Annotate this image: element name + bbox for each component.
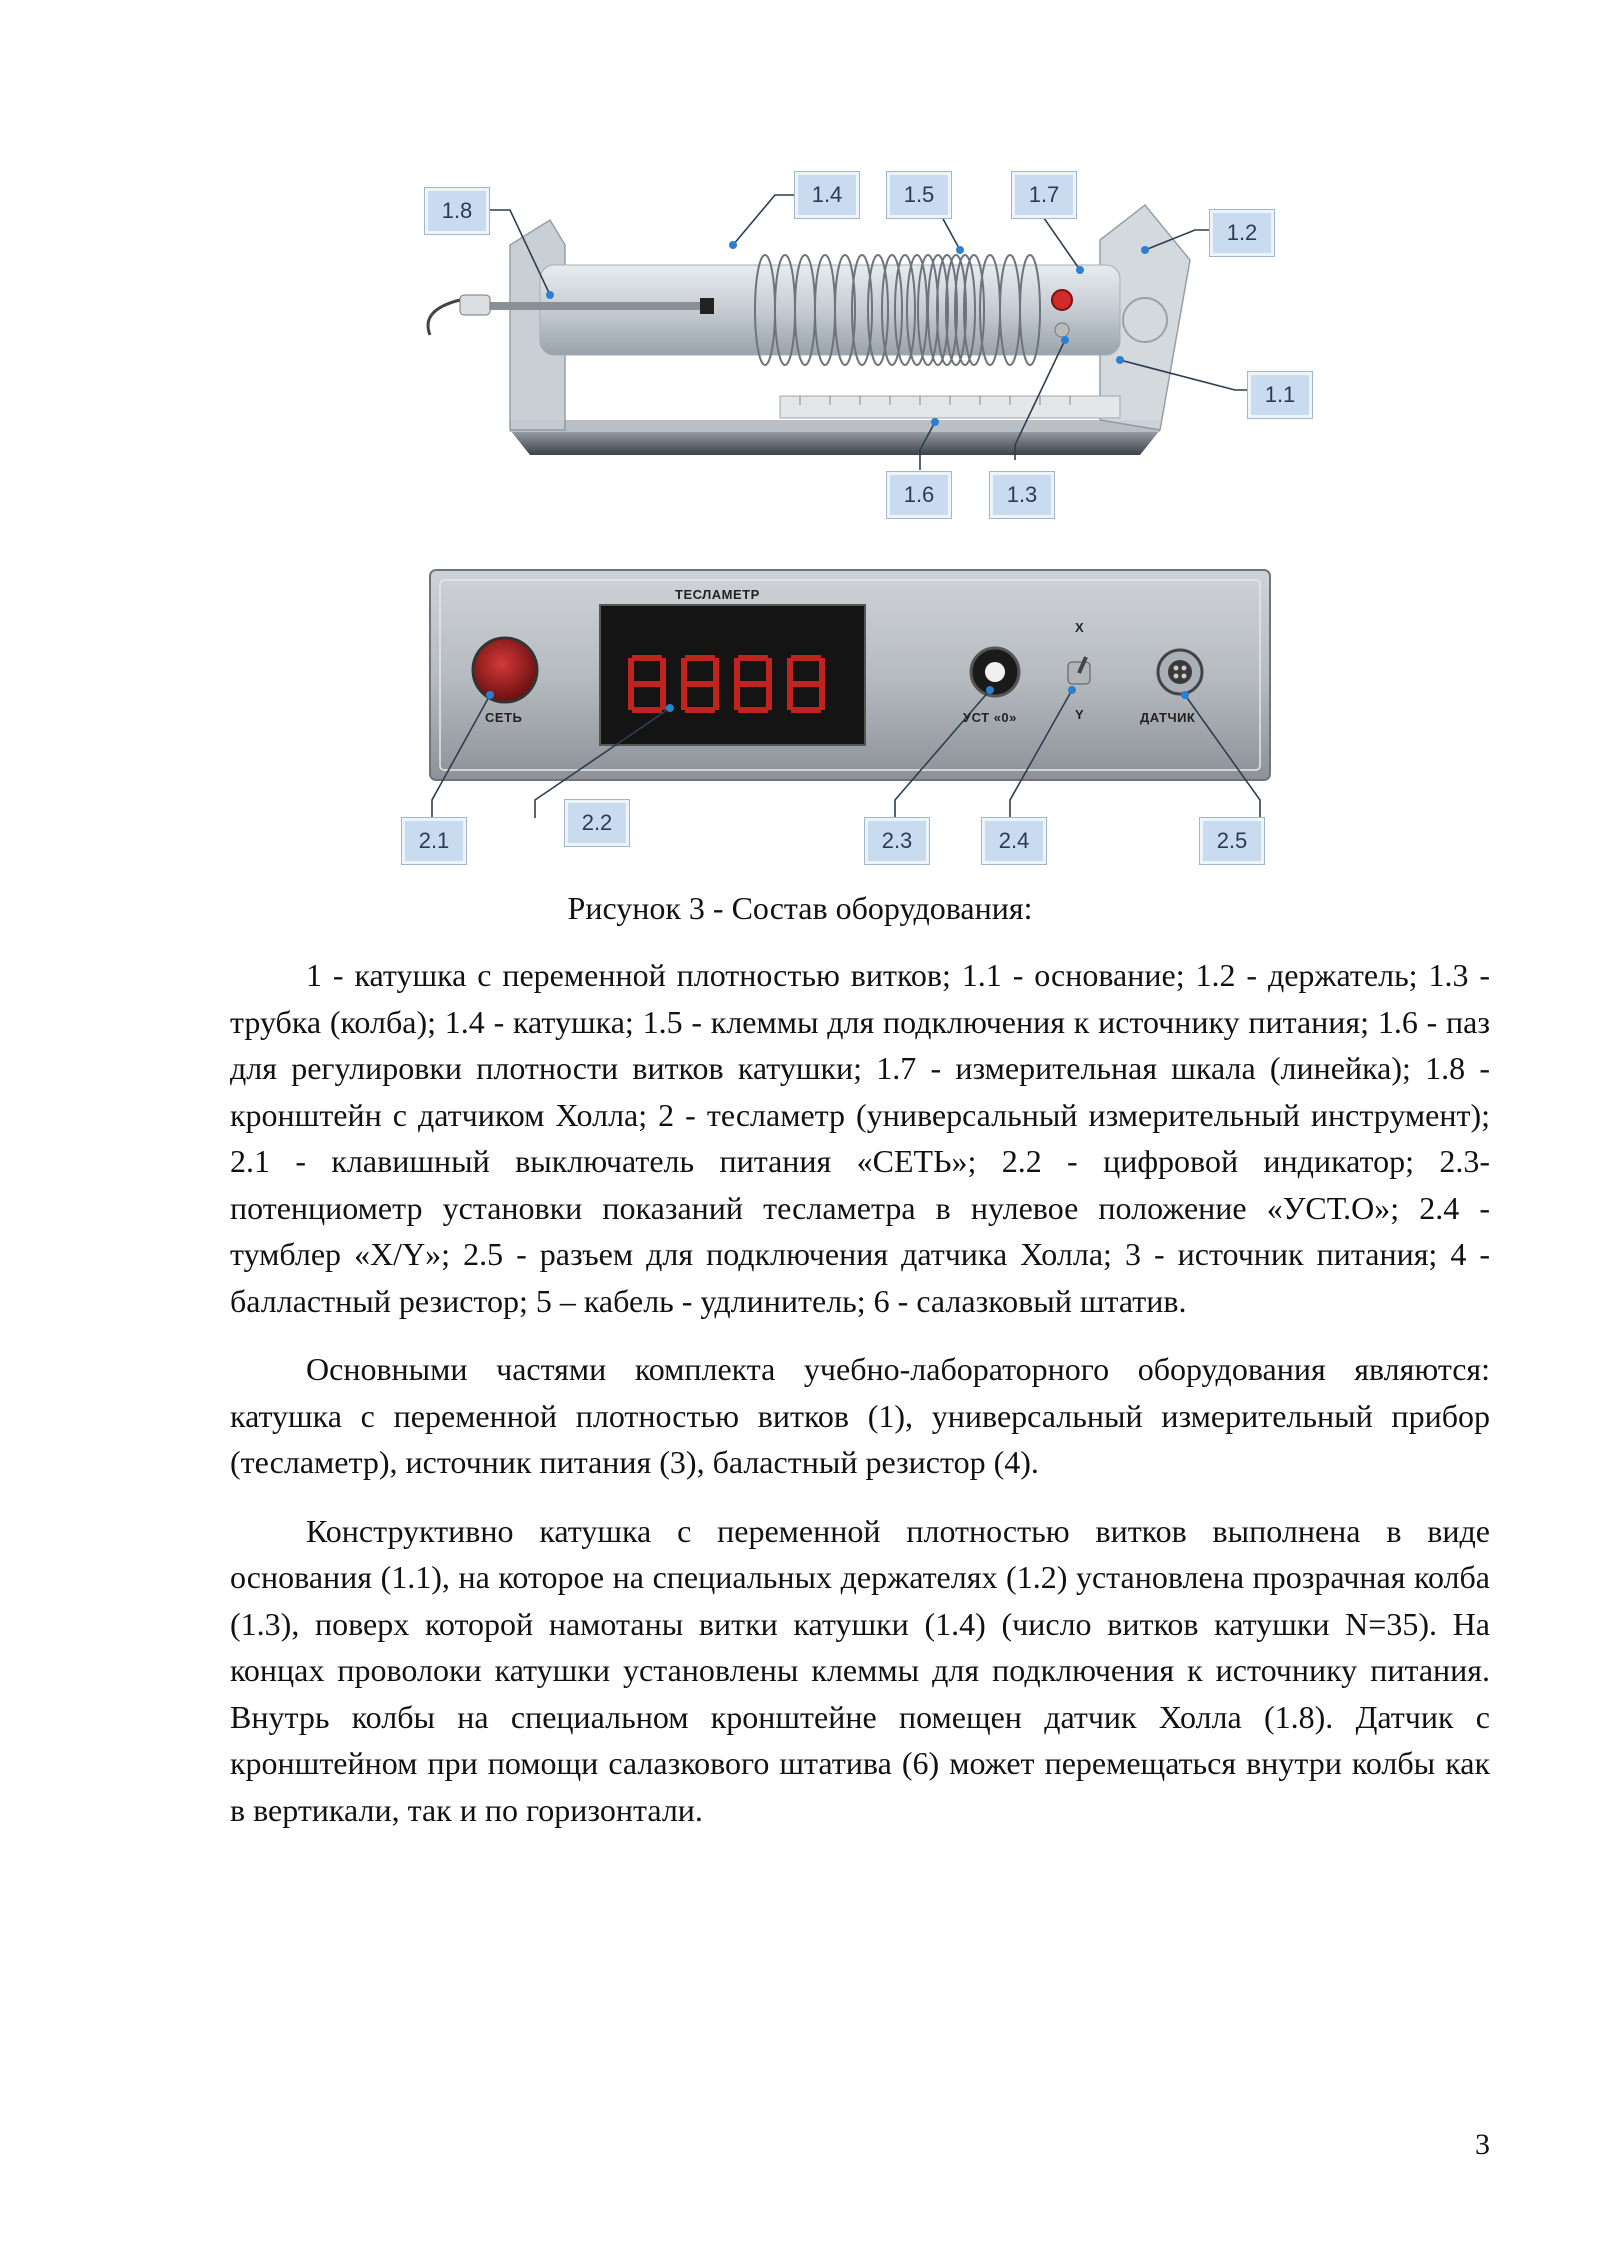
callout-2-3: 2.3	[865, 818, 929, 864]
terminal-grey	[1055, 323, 1069, 337]
legend-paragraph: 1 - катушка с переменной плотностью витков; 1.1 - основание; 1.2 - держатель; 1.3 - трубка (колба); 1.4 - катушка; 1.5 - клеммы для подключения к источнику питания; 1.6 - паз для регулировки плотности витков катушки; 1.7 - измерительная шкала (линейка); 1.8 - кронштейн с датчиком Холла; 2 - тесламетр (универсальный измерительный инструмент); 2.1 - клавишный выключатель питания «СЕТЬ»; 2.2 - цифровой индикатор; 2.3- потенциометр установки показаний тесламетра в нулевое положение «УСТ.О»; 2.4 - тумблер «X/Y»; 2.5 - разъем для подключения датчика Холла; 3 - источник питания; 4 - балластный резистор; 5 – кабель - удлинитель; 6 - салазковый штатив.	[230, 957, 1490, 1319]
x-label: X	[1075, 620, 1085, 635]
body-text	[230, 952, 1490, 1855]
teslameter-device	[430, 570, 1270, 780]
figure-caption: Рисунок 3 - Состав оборудования:	[567, 890, 1033, 926]
callout-1-1: 1.1	[1248, 372, 1312, 418]
main-parts-paragraph: Основными частями комплекта учебно-лабораторного оборудования являются: катушка с переменной плотностью витков (1), универсальный измерительный прибор (тесламетр), источник питания (3), баластный резистор (4).	[230, 1351, 1490, 1480]
zero-label: УСТ «0»	[963, 710, 1017, 725]
callout-1-6: 1.6	[887, 472, 951, 518]
callout-1-5: 1.5	[887, 172, 951, 218]
terminal-red	[1052, 290, 1072, 310]
equipment-figure	[400, 150, 1300, 870]
power-switch	[473, 638, 537, 702]
construction-paragraph: Конструктивно катушка с переменной плотностью витков выполнена в виде основания (1.1), на которое на специальных держателях (1.2) установлена прозрачная колба (1.3), поверх которой намотаны витки катушки (1.4) (число витков катушки N=35). На концах проволоки катушки установлены клеммы для подключения к источнику питания. Внутрь колбы на специальном кронштейне помещен датчик Холла (1.8). Датчик с кронштейном при помощи салазкового штатива (6) может перемещаться внутри колбы как в вертикали, так и по горизонтали.	[230, 1512, 1490, 1828]
callout-1-3: 1.3	[990, 472, 1054, 518]
callout-2-2: 2.2	[565, 800, 629, 846]
equipment-illustration	[400, 150, 1300, 870]
callout-1-7: 1.7	[1012, 172, 1076, 218]
coil-apparatus	[428, 205, 1190, 455]
power-label: СЕТЬ	[485, 710, 523, 725]
y-label: Y	[1075, 707, 1085, 722]
callout-2-1: 2.1	[402, 818, 466, 864]
sensor-bracket	[480, 302, 710, 310]
teslameter-title: ТЕСЛАМЕТР	[675, 587, 760, 602]
digital-display	[600, 605, 865, 745]
callout-2-5: 2.5	[1200, 818, 1264, 864]
callout-2-4: 2.4	[982, 818, 1046, 864]
callout-1-8: 1.8	[425, 188, 489, 234]
sensor-cable	[428, 300, 460, 335]
page-number: 3	[1475, 2128, 1490, 2161]
coil-base	[510, 430, 1160, 455]
callout-1-4: 1.4	[795, 172, 859, 218]
sensor-label: ДАТЧИК	[1140, 710, 1196, 725]
callout-1-2: 1.2	[1210, 210, 1274, 256]
